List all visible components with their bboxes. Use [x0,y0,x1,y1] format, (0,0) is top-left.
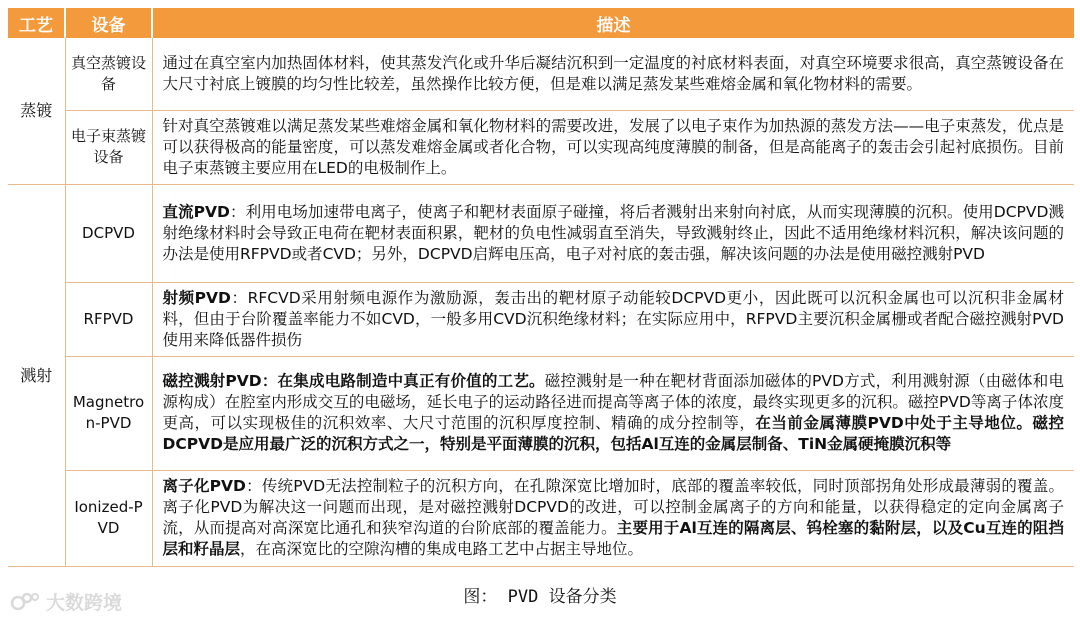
desc-vacuum-evaporation: 通过在真空室内加热固体材料，使其蒸发汽化或升华后凝结沉积到一定温度的衬底材料表面，对真空环境要求很高，真空蒸镀设备在大尺寸衬底上镀膜的均匀性比较差，虽然操作比较方便，但是难以满足蒸发某些难熔金属和氧化物材料的需要。 [152,38,1074,110]
pvd-equipment-table [8,8,1074,567]
desc-dcpvd [152,184,1074,282]
process-sputtering: 溅射 [8,184,65,566]
header-equipment: 设备 [65,8,152,38]
desc-dcpvd-text: ：利用电场加速带电离子，使离子和靶材表面原子碰撞，将后者溅射出来射向衬底，从而实现薄膜的沉积。使用DCPVD溅射绝缘材料时会导致正电荷在靶材表面积累，靶材的负电性减弱直至消失，导致溅射终止，因此不适用绝缘材料沉积，解决该问题的办法是使用RFPVD或者CVD；另外，DCPVD启辉电压高，电子对衬底的轰击强，解决该问题的办法是使用磁控溅射PVD [162,202,1064,263]
desc-ionized-highlight: 主要用于Al互连的隔离层、钨栓塞的黏附层，以及Cu互连的阻挡层和籽晶层 [162,519,1064,558]
desc-rfpvd-text: ：RFCVD采用射频电源作为激励源，轰击出的靶材原子动能较DCPVD更小，因此既可以沉积金属也可以沉积非金属材料，但由于台阶覆盖率能力不如CVD，一般多用CVD沉积绝缘材料；在实际应用中，RFPVD主要沉积金属栅或者配合磁控溅射PVD使用来降低器件损伤 [162,288,1064,349]
desc-ionized-text: ：传统PVD无法控制粒子的沉积方向，在孔隙深宽比增加时，底部的覆盖率较低，同时顶部拐角处形成最薄弱的覆盖。离子化PVD为解决这一问题而出现，是对磁控溅射DCPVD的改进，可以控制金属离子的方向和能量，以获得稳定的定向金属离子流，从而提高对高深宽比通孔和狭窄沟道的台阶底部的覆盖能力。 [162,477,1064,537]
desc-rfpvd-heading: 射频PVD [162,288,231,307]
table-row [8,110,1074,184]
desc-ionized-heading: 离子化PVD [162,477,246,495]
equipment-ebeam-evaporation: 电子束蒸镀设备 [65,110,152,184]
equipment-dcpvd: DCPVD [65,184,152,282]
process-evaporation: 蒸镀 [8,38,65,184]
desc-magnetron-heading: 磁控溅射PVD：在集成电路制造中真正有价值的工艺。 [162,372,545,390]
equipment-vacuum-evaporation: 真空蒸镀设备 [65,38,152,110]
table-row [8,282,1074,356]
equipment-magnetron-pvd: Magnetron-PVD [65,356,152,470]
table-header-row [8,8,1074,38]
table-row [8,356,1074,470]
equipment-rfpvd: RFPVD [65,282,152,356]
desc-rfpvd [152,282,1074,356]
desc-ionized-pvd [152,470,1074,566]
header-process: 工艺 [8,8,65,38]
desc-magnetron-pvd [152,356,1074,470]
desc-magnetron-text: 磁控溅射是一种在靶材背面添加磁体的PVD方式，利用溅射源（由磁体和电源构成）在腔室内形成交互的电磁场，延长电子的运动路径进而提高等离子体的浓度，最终实现更多的沉积。磁控PVD等离子体浓度更高，可以实现极佳的沉积效率、大尺寸范围的沉积厚度控制、精确的成分控制等， [162,372,1065,432]
watermark-text: 大数跨境 [46,592,123,614]
desc-magnetron-highlight: 在当前金属薄膜PVD中处于主导地位。磁控DCPVD是应用最广泛的沉积方式之一，特别是平面薄膜的沉积，包括Al互连的金属层制备、TiN金属硬掩膜沉积等 [162,414,1064,453]
desc-ebeam-evaporation: 针对真空蒸镀难以满足蒸发某些难熔金属和氧化物材料的需要改进，发展了以电子束作为加热源的蒸发方法——电子束蒸发，优点是可以获得极高的能量密度，可以蒸发难熔金属或者化合物，可以实现高纯度薄膜的制备，但是高能离子的轰击会引起衬底损伤。目前电子束蒸镀主要应用在LED的电极制作上。 [152,110,1074,184]
desc-dcpvd-heading: 直流PVD [162,202,230,221]
equipment-ionized-pvd: Ionized-PVD [65,470,152,566]
table-row [8,184,1074,282]
header-description: 描述 [152,8,1074,38]
table-row [8,470,1074,566]
table-row [8,38,1074,110]
desc-ionized-text-end: ，在高深宽比的空隙沟槽的集成电路工艺中占据主导地位。 [240,540,644,558]
figure-caption: 图： PVD 设备分类 [463,587,617,607]
